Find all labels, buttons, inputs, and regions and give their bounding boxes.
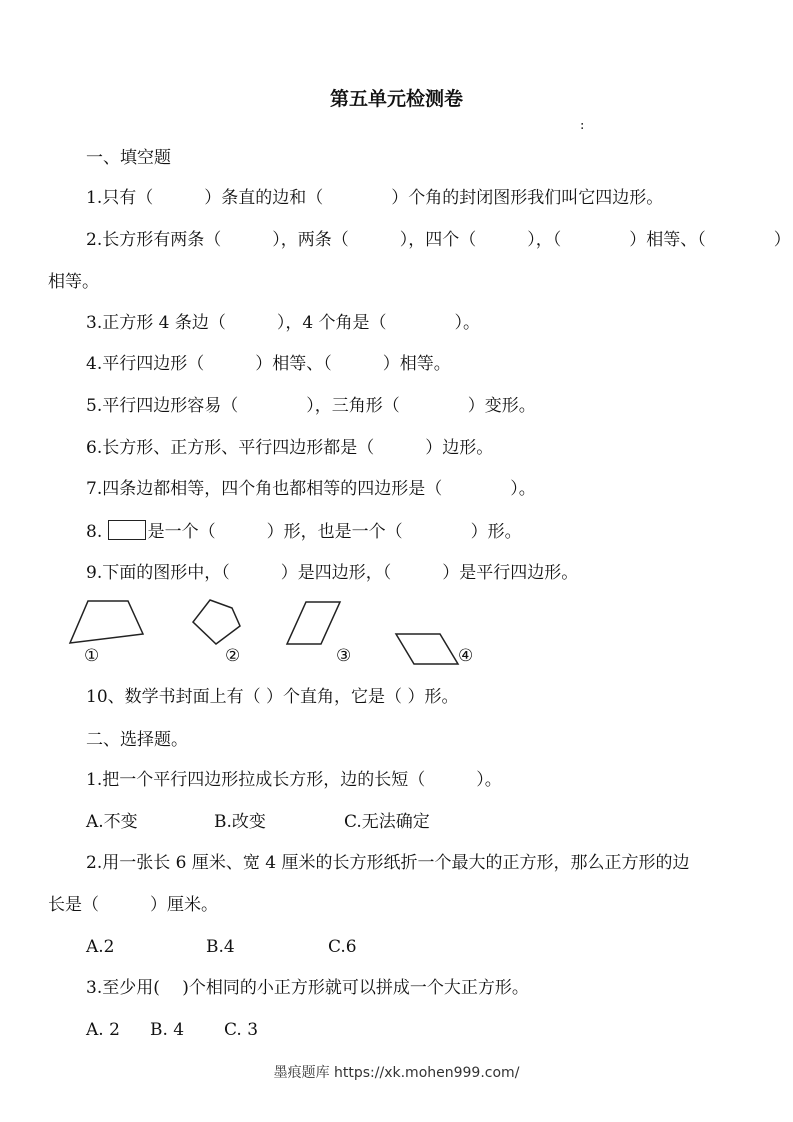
fill-question-4: 4.平行四边形（ ）相等、（ ）相等。: [86, 354, 451, 374]
fill-question-6: 6.长方形、正方形、平行四边形都是（ ）边形。: [86, 438, 494, 458]
choice-question-3-options: [86, 1019, 753, 1041]
shape-label-2: ②: [225, 646, 241, 666]
fill-question-10: 10、数学书封面上有（ ）个直角，它是（ ）形。: [86, 687, 459, 707]
footer-watermark: 墨痕题库 https://xk.mohen999.com/: [273, 1065, 520, 1081]
option-c: C.6: [328, 937, 357, 957]
choice-question-2-cont: 长是（ ）厘米。: [48, 895, 218, 915]
shape-label-4: ④: [458, 646, 474, 666]
question-8-text: 是一个（ ）形，也是一个（ ）形。: [147, 522, 522, 542]
fill-question-9: 9.下面的图形中，（ ）是四边形，（ ）是平行四边形。: [86, 563, 579, 583]
fill-question-3: 3.正方形 4 条边（ ），4 个角是（ ）。: [86, 313, 481, 333]
rectangle-figure: [108, 520, 146, 540]
fill-question-2-cont: 相等。: [48, 272, 99, 292]
choice-question-1: 1.把一个平行四边形拉成长方形，边的长短（ ）。: [86, 770, 502, 790]
choice-question-3: 3.至少用( )个相同的小正方形就可以拼成一个大正方形。: [86, 978, 529, 998]
section-fill-heading: 一、填空题: [86, 148, 171, 168]
trapezoid-shape: [70, 601, 143, 643]
choice-question-2: 2.用一张长 6 厘米、宽 4 厘米的长方形纸折一个最大的正方形，那么正方形的边: [86, 853, 690, 873]
option-a: A.不变: [86, 812, 138, 832]
section-choice-heading: 二、选择题。: [86, 730, 188, 750]
option-a: A. 2: [86, 1020, 120, 1040]
shape-label-3: ③: [336, 646, 352, 666]
option-b: B.4: [206, 937, 235, 957]
parallelogram-shape-4: [396, 634, 458, 664]
shape-figures-svg: [60, 598, 520, 670]
option-b: B.改变: [214, 812, 266, 832]
colon-mark: :: [580, 118, 585, 133]
fill-question-2: 2.长方形有两条（ ），两条（ ），四个（ ），（ ）相等、（ ）: [86, 230, 791, 250]
shape-label-1: ①: [84, 646, 100, 666]
choice-question-2-options: [86, 936, 753, 958]
fill-question-8: [86, 520, 753, 543]
option-c: C. 3: [224, 1020, 259, 1040]
option-b: B. 4: [150, 1020, 185, 1040]
pentagon-shape: [193, 600, 240, 644]
fill-question-7: 7.四条边都相等，四个角也都相等的四边形是（ ）。: [86, 479, 536, 499]
option-a: A.2: [86, 937, 115, 957]
choice-question-1-options: [86, 811, 753, 833]
question-8-number: 8.: [86, 522, 103, 542]
fill-question-5: 5.平行四边形容易（ ），三角形（ ）变形。: [86, 396, 536, 416]
page-title: 第五单元检测卷: [329, 88, 463, 110]
option-c: C.无法确定: [344, 812, 430, 832]
question-9-figures: [60, 598, 520, 670]
parallelogram-shape-3: [287, 602, 340, 644]
fill-question-1: 1.只有（ ）条直的边和（ ）个角的封闭图形我们叫它四边形。: [86, 188, 664, 208]
